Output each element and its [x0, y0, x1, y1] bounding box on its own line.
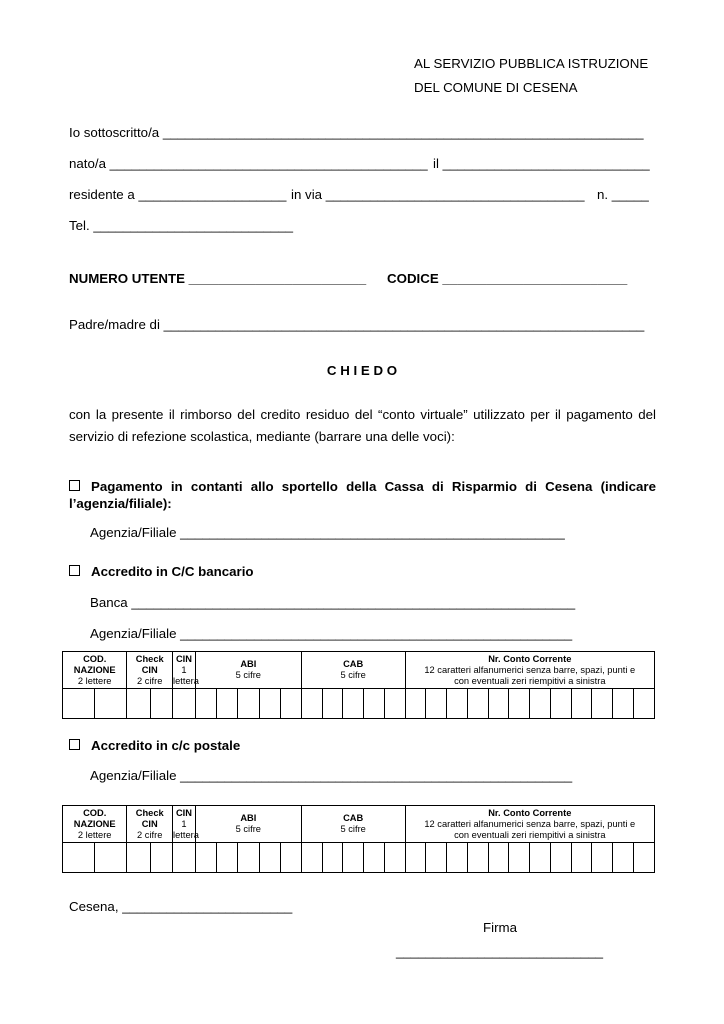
- iban-cell[interactable]: [127, 689, 151, 719]
- iban-cell[interactable]: [301, 843, 322, 873]
- iban-cell[interactable]: [364, 689, 385, 719]
- iban-table-bancario: [62, 651, 655, 719]
- iban-cell[interactable]: [384, 689, 405, 719]
- th-cab: CAB 5 cifre: [301, 652, 405, 689]
- iban-cell[interactable]: [322, 843, 343, 873]
- iban-cell[interactable]: [216, 689, 238, 719]
- iban-cell[interactable]: [426, 843, 447, 873]
- iban-cell[interactable]: [63, 689, 95, 719]
- iban-cell[interactable]: [173, 689, 196, 719]
- option-contanti: [69, 478, 656, 512]
- iban-cell[interactable]: [384, 843, 405, 873]
- residente-a-field[interactable]: residente a ____________________: [69, 187, 287, 202]
- iban-cell[interactable]: [530, 689, 551, 719]
- iban-cell[interactable]: [447, 689, 468, 719]
- iban-cell[interactable]: [195, 843, 216, 873]
- in-via-field[interactable]: in via ___________________________________: [291, 187, 585, 202]
- option-contanti-label: Pagamento in contanti allo sportello della Cassa di Risparmio di Cesena (indicare l’agenzia/filiale):: [69, 479, 656, 511]
- iban-cell[interactable]: [405, 843, 426, 873]
- iban-cell[interactable]: [322, 689, 343, 719]
- tel-field[interactable]: Tel. ___________________________: [69, 218, 294, 233]
- iban-cell[interactable]: [613, 843, 634, 873]
- iban-cell[interactable]: [509, 689, 530, 719]
- iban-cell[interactable]: [127, 843, 151, 873]
- iban-cell[interactable]: [634, 689, 655, 719]
- firma-label: Firma: [483, 920, 517, 935]
- agenzia-filiale-postale-field[interactable]: Agenzia/Filiale _____________________________________________________: [90, 768, 573, 783]
- checkbox-postale[interactable]: [69, 739, 80, 750]
- option-postale: [69, 738, 240, 753]
- iban-cell[interactable]: [613, 689, 634, 719]
- iban-cell[interactable]: [216, 843, 238, 873]
- th-abi: ABI 5 cifre: [195, 652, 301, 689]
- iban-cell[interactable]: [467, 689, 488, 719]
- iban-cell[interactable]: [571, 843, 592, 873]
- banca-field[interactable]: Banca ____________________________________________________________: [90, 595, 576, 610]
- iban-cell[interactable]: [173, 843, 196, 873]
- agenzia-filiale-bancario-field[interactable]: Agenzia/Filiale _____________________________________________________: [90, 626, 573, 641]
- iban-cell[interactable]: [260, 689, 281, 719]
- option-bancario: [69, 564, 254, 579]
- numero-utente-field[interactable]: NUMERO UTENTE ________________________: [69, 271, 367, 286]
- iban-cell[interactable]: [571, 689, 592, 719]
- iban-cell[interactable]: [151, 843, 173, 873]
- iban-cell[interactable]: [405, 689, 426, 719]
- cesena-date-field[interactable]: Cesena, _______________________: [69, 899, 293, 914]
- th-cab: CAB 5 cifre: [301, 806, 405, 843]
- iban-cell[interactable]: [509, 843, 530, 873]
- iban-cell[interactable]: [550, 689, 571, 719]
- iban-cell[interactable]: [238, 843, 260, 873]
- recipient-line-1: AL SERVIZIO PUBBLICA ISTRUZIONE: [414, 56, 649, 71]
- option-postale-label: Accredito in c/c postale: [91, 738, 241, 753]
- recipient-line-2: DEL COMUNE DI CESENA: [414, 80, 578, 95]
- firma-signature-line[interactable]: ____________________________: [396, 944, 604, 959]
- padre-madre-field[interactable]: Padre/madre di _________________________________________________________________: [69, 317, 645, 332]
- iban-cell[interactable]: [281, 843, 302, 873]
- checkbox-contanti[interactable]: [69, 480, 80, 491]
- iban-cell[interactable]: [63, 843, 95, 873]
- th-cod-nazione: COD. NAZIONE 2 lettere: [63, 806, 127, 843]
- iban-cell[interactable]: [488, 843, 509, 873]
- iban-cell[interactable]: [550, 843, 571, 873]
- th-cod-nazione: COD. NAZIONE 2 lettere: [63, 652, 127, 689]
- iban-cell[interactable]: [592, 843, 613, 873]
- iban-cell[interactable]: [238, 689, 260, 719]
- iban-cell[interactable]: [301, 689, 322, 719]
- iban-cell[interactable]: [426, 689, 447, 719]
- th-cin: CIN 1 lettera: [173, 652, 196, 689]
- codice-field[interactable]: CODICE _________________________: [387, 271, 628, 286]
- iban-cell[interactable]: [364, 843, 385, 873]
- iban-cell[interactable]: [260, 843, 281, 873]
- iban-table-postale: [62, 805, 655, 873]
- iban-cell[interactable]: [447, 843, 468, 873]
- iban-cell[interactable]: [95, 689, 127, 719]
- nato-a-field[interactable]: nato/a ___________________________________________: [69, 156, 428, 171]
- intro-paragraph: con la presente il rimborso del credito residuo del “conto virtuale” utilizzato per il pagamento del servizio di refezione scolastica, mediante (barrare una delle voci):: [69, 407, 656, 444]
- iban-cell[interactable]: [488, 689, 509, 719]
- numero-civico-field[interactable]: n. _____: [597, 187, 649, 202]
- iban-cell[interactable]: [343, 689, 364, 719]
- iban-cell[interactable]: [634, 843, 655, 873]
- iban-cell[interactable]: [592, 689, 613, 719]
- iban-cell[interactable]: [281, 689, 302, 719]
- iban-cell[interactable]: [95, 843, 127, 873]
- agenzia-filiale-contanti-field[interactable]: Agenzia/Filiale ____________________________________________________: [90, 525, 565, 540]
- th-check-cin: Check CIN 2 cifre: [127, 652, 173, 689]
- sottoscritto-field[interactable]: Io sottoscritto/a _________________________________________________________________: [69, 125, 644, 140]
- iban-cell[interactable]: [151, 689, 173, 719]
- th-cin: CIN 1 lettera: [173, 806, 196, 843]
- iban-cell[interactable]: [530, 843, 551, 873]
- th-conto-corrente: Nr. Conto Corrente 12 caratteri alfanumerici senza barre, spazi, punti e con eventuali zeri riempitivi a sinistra: [405, 652, 654, 689]
- option-bancario-label: Accredito in C/C bancario: [91, 564, 254, 579]
- th-conto-corrente: Nr. Conto Corrente 12 caratteri alfanumerici senza barre, spazi, punti e con eventuali zeri riempitivi a sinistra: [405, 806, 654, 843]
- iban-cell[interactable]: [467, 843, 488, 873]
- data-nascita-field[interactable]: il ____________________________: [433, 156, 650, 171]
- th-abi: ABI 5 cifre: [195, 806, 301, 843]
- th-check-cin: Check CIN 2 cifre: [127, 806, 173, 843]
- checkbox-bancario[interactable]: [69, 565, 80, 576]
- iban-cell[interactable]: [195, 689, 216, 719]
- iban-cell[interactable]: [343, 843, 364, 873]
- chiedo-heading: C H I E D O: [326, 363, 398, 378]
